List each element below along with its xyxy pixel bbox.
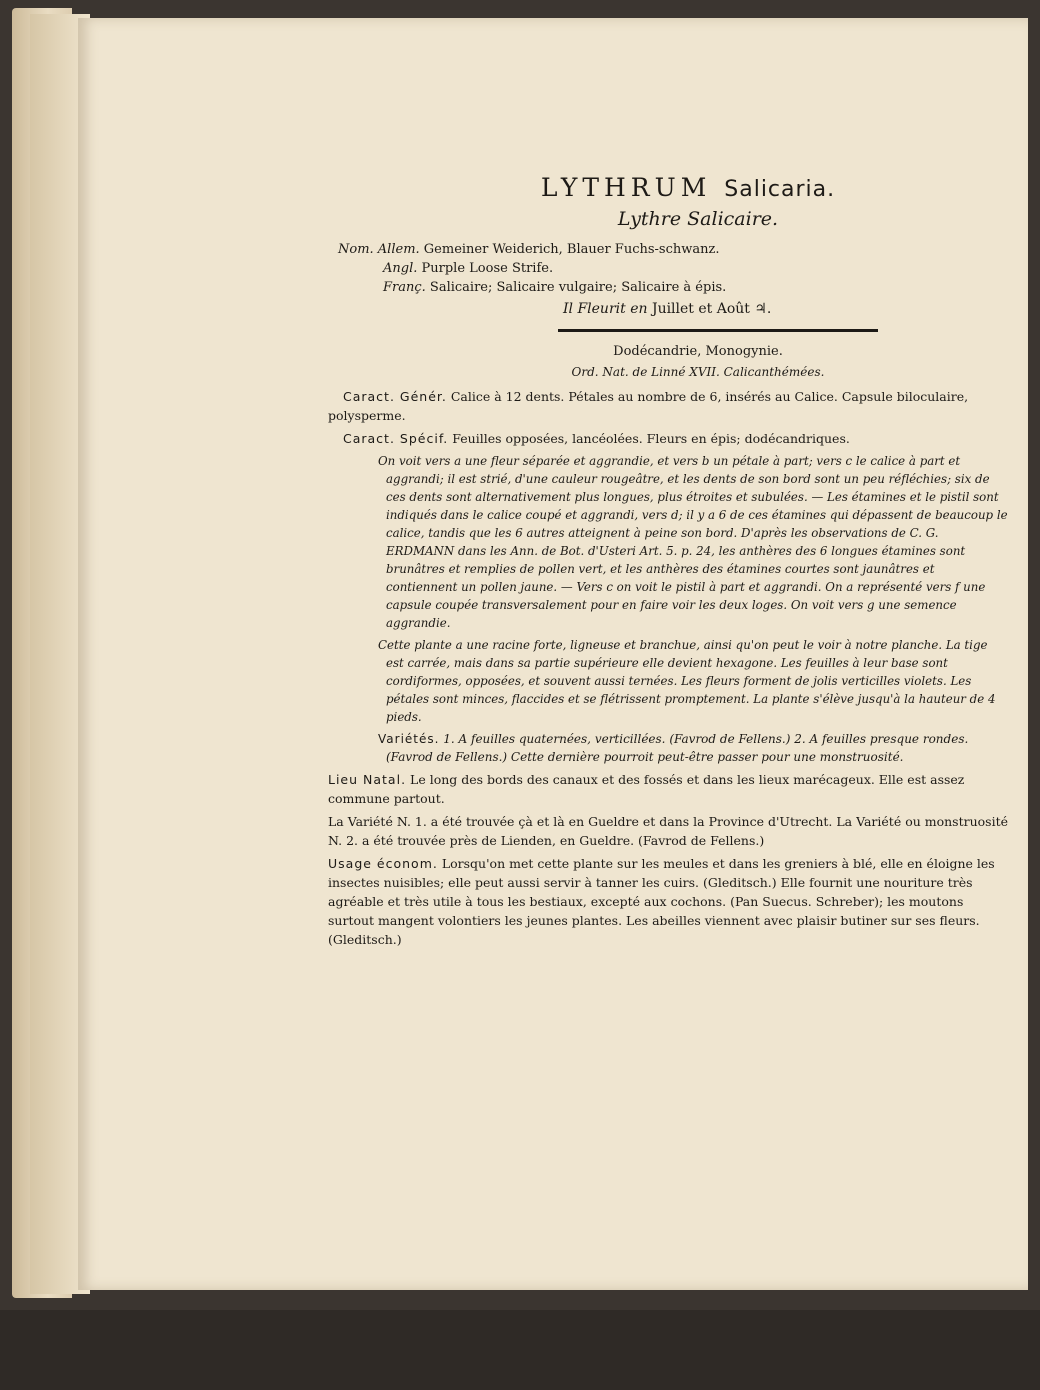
caract-gener-text: Calice à 12 dents. Pétales au nombre de 6, insérés au Calice. Capsule biloculaire, polysperme. <box>328 389 969 423</box>
caract-specif-text: Feuilles opposées, lancéolées. Fleurs en épis; dodécandriques. <box>452 431 850 446</box>
name-lang: Franç. <box>383 280 426 295</box>
genus-name: LYTHRUM <box>540 173 712 202</box>
description-paragraph-2: Cette plante a une racine forte, ligneuse et branchue, ainsi qu'on peut le voir à notre planche. La tige est carrée, mais dans sa partie supérieure elle devient hexagone. Les feuilles à leur base sont cordiformes, opposées, et souvent aussi ternées. Les fleurs forment de jolis verticilles violets. Les pétales sont minces, flaccides et se flétrissent promptement. La plante s'élève jusqu'à la hauteur de 4 pieds. <box>378 638 996 724</box>
variete-note-paragraph: La Variété N. 1. a été trouvée çà et là en Gueldre et dans la Province d'Utrecht. La Variété ou monstruosité N. 2. a été trouvée près de Lienden, en Gueldre. (Favrod de Fellens.) <box>328 814 1008 848</box>
book-page <box>78 18 1028 1290</box>
caract-specif-paragraph <box>328 429 1008 448</box>
usage-paragraph <box>328 854 1008 949</box>
name-text: Gemeiner Weiderich, Blauer Fuchs-schwanz. <box>423 242 720 257</box>
page-text <box>328 173 1008 953</box>
flowering-line <box>563 301 1008 317</box>
divider-rule <box>558 329 878 332</box>
caract-gener-paragraph <box>328 387 1008 425</box>
flowering-months: Juillet et Août ♃. <box>651 301 772 317</box>
usage-label: Usage économ. <box>328 856 438 871</box>
species-name: Salicaria. <box>724 177 836 202</box>
name-row-english <box>338 259 1008 278</box>
name-lang: Angl. <box>383 261 418 276</box>
flowering-prefix: Il Fleurit en <box>563 301 648 317</box>
lieu-natal-text: Le long des bords des canaux et des fossés et dans les lieux marécageux. Elle est assez commune partout. <box>328 772 965 806</box>
french-name: Lythre Salicaire. <box>617 208 779 230</box>
varietes-paragraph <box>328 730 1008 766</box>
name-row-french <box>338 278 1008 297</box>
natural-order: Ord. Nat. de Linné XVII. Calicanthémées. <box>571 365 825 379</box>
classification: Dodécandrie, Monogynie. <box>613 344 783 359</box>
common-names <box>338 240 1008 297</box>
lieu-natal-paragraph <box>328 770 1008 808</box>
description-paragraph-1: On voit vers a une fleur séparée et aggrandie, et vers b un pétale à part; vers c le calice à part et aggrandi; il est strié, d'une cauleur rougeâtre, et les dents de son bord sont un peu réfléchies; six de ces dents sont alternativement plus longues, plus étroites et subulées. — Les étamines et le pistil sont indiqués dans le calice coupé et aggrandi, vers d; il y a 6 de ces étamines qui dépassent de beaucoup le calice, tandis que les 6 autres atteignent à peine son bord. D'après les observations de C. G. ERDMANN dans les Ann. de Bot. d'Usteri Art. 5. p. 24, les anthères des 6 longues étamines sont brunâtres et remplies de pollen vert, et les anthères des étamines courtes sont jaunâtres et contiennent un pollen jaune. — Vers c on voit le pistil à part et aggrandi. On a représenté vers f une capsule coupée transversalement pour en faire voir les deux loges. On voit vers g une semence aggrandie. <box>378 454 1008 630</box>
usage-text: Lorsqu'on met cette plante sur les meules et dans les greniers à blé, elle en éloigne les insectes nuisibles; elle peut aussi servir à tanner les cuirs. (Gleditsch.) Elle fournit une nouriture très agréable et très utile à tous les bestiaux, excepté aux cochons. (Pan Suecus. Schreber); les moutons surtout mangent volontiers les jeunes plantes. Les abeilles viennent avec plaisir butiner sur ses fleurs. (Gleditsch.) <box>328 856 995 947</box>
lieu-natal-label: Lieu Natal. <box>328 772 407 787</box>
name-row-german <box>338 240 1008 259</box>
name-text: Purple Loose Strife. <box>421 261 554 276</box>
caract-specif-label: Caract. Spécif. <box>343 431 449 446</box>
name-lang: Nom. Allem. <box>338 242 420 257</box>
image-bottom-band <box>0 1310 1040 1390</box>
varietes-text: 1. A feuilles quaternées, verticillées. (Favrod de Fellens.) 2. A feuilles presque rondes. (Favrod de Fellens.) Cette dernière pourroit peut-être passer pour une monstruosité. <box>386 732 969 764</box>
name-text: Salicaire; Salicaire vulgaire; Salicaire à épis. <box>429 280 727 295</box>
varietes-label: Variétés. <box>378 732 440 746</box>
page-title <box>368 173 1008 202</box>
caract-gener-label: Caract. Génér. <box>343 389 447 404</box>
